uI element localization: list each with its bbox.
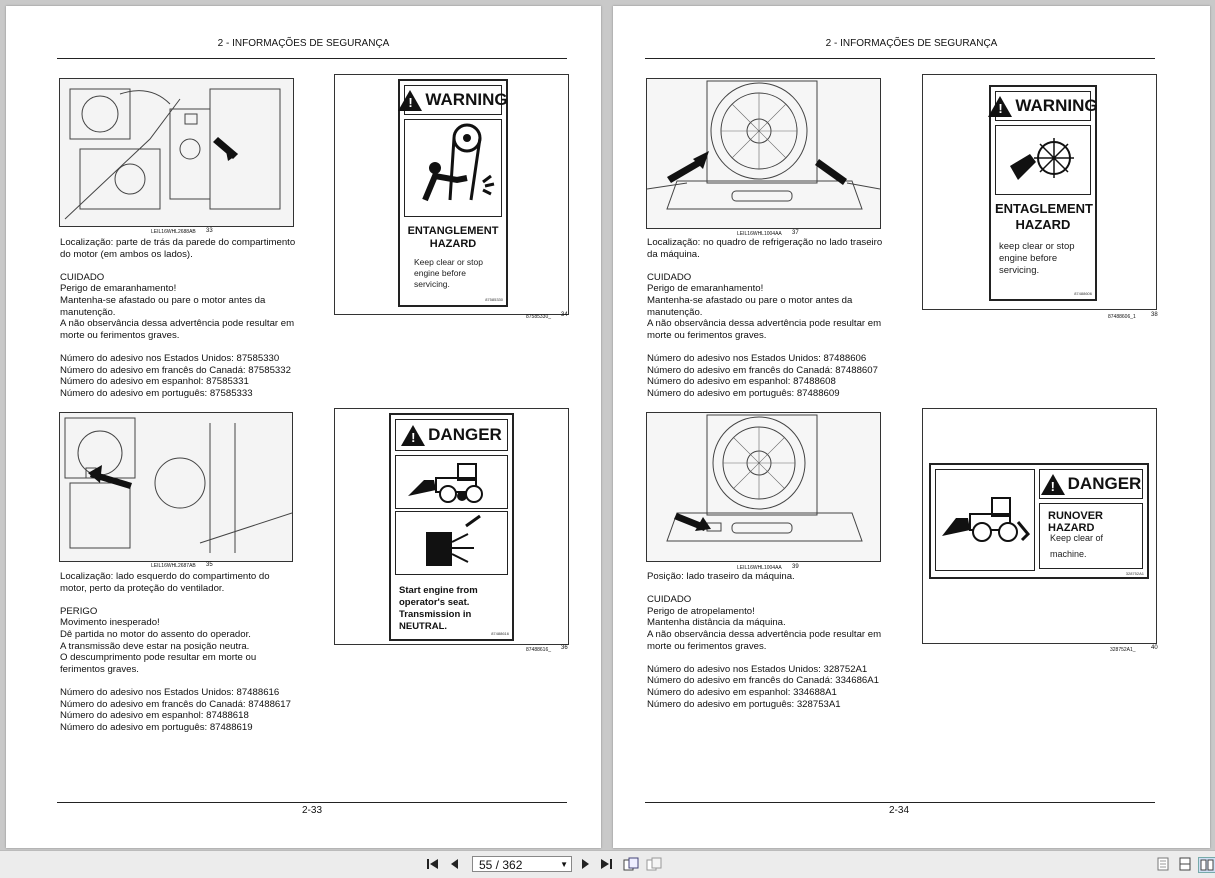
text-line: Número do adesivo em português: 87488619: [60, 721, 253, 733]
fan-hand-pictogram-icon: [995, 125, 1091, 195]
photo-code: LEIL16WHL1004AA: [737, 231, 782, 237]
decal-stamp: 87488616: [491, 631, 509, 636]
document-page-left: [6, 6, 601, 848]
last-page-icon[interactable]: [599, 857, 613, 871]
decal-frame: [334, 74, 569, 315]
section-text: [60, 571, 330, 733]
decal-message: Start engine from operator's seat. Transmission in NEUTRAL.: [399, 585, 478, 632]
hazard-title: RUNOVER HAZARD: [1048, 510, 1104, 534]
section-text: [647, 237, 917, 399]
text-line: Localização: parte de trás da parede do compartimento: [60, 237, 296, 248]
danger-decal: [929, 463, 1149, 579]
text-line: Número do adesivo nos Estados Unidos: 87585330: [60, 352, 280, 364]
decal-message: Keep clear of machine.: [1050, 533, 1104, 559]
text-line: manutenção.: [647, 306, 703, 318]
text-line: Número do adesivo em português: 328753A1: [647, 698, 841, 710]
text-line: da máquina.: [647, 248, 700, 260]
warning-triangle-icon: !: [398, 90, 422, 111]
figure-number: 40: [1151, 645, 1158, 651]
text-line: motor, perto da proteção do ventilador.: [60, 582, 225, 594]
decal-code: 87488616_: [526, 647, 552, 653]
decal-frame: [922, 74, 1157, 310]
text-line: Número do adesivo em francês do Canadá: 87488617: [60, 698, 291, 710]
figure-number: 37: [792, 230, 799, 236]
text-line: morte ou ferimentos graves.: [60, 329, 180, 341]
text-line: O descumprimento pode resultar em morte ou: [60, 652, 257, 664]
text-line: morte ou ferimentos graves.: [647, 329, 767, 341]
paragraph-gap: [60, 341, 330, 353]
photo-code: LEIL16WHL2688AB: [151, 229, 196, 235]
paragraph-gap: [647, 341, 917, 353]
decal-message: keep clear or stop engine before servicing.: [999, 241, 1075, 276]
text-line: A transmissão deve estar na posição neutra.: [60, 640, 250, 652]
text-line: Número do adesivo em francês do Canadá: 87585332: [60, 364, 291, 376]
text-line: Número do adesivo em francês do Canadá: 87488607: [647, 364, 878, 376]
decal-stamp: 87488606: [1074, 291, 1092, 296]
text-line: CUIDADO: [647, 271, 692, 283]
photo-code: LEIL16WHL2687AB: [151, 563, 196, 569]
text-line: Mantenha-se afastado ou pare o motor antes da: [647, 294, 853, 306]
decal-stamp: 328752A1: [1125, 571, 1144, 576]
text-line: Mantenha-se afastado ou pare o motor antes da: [60, 294, 266, 306]
paragraph-gap: [647, 652, 917, 664]
decal-message: Keep clear or stop engine before servicing.: [414, 257, 483, 289]
fit-icon[interactable]: [646, 857, 662, 871]
photo-code: LEIL16WHL1004AA: [737, 565, 782, 571]
text-line: Perigo de emaranhamento!: [60, 283, 177, 295]
runover-pictogram-icon: [935, 469, 1035, 571]
paragraph-gap: [647, 583, 917, 595]
text-line: CUIDADO: [647, 594, 692, 606]
text-line: Mantenha distância da máquina.: [647, 617, 786, 629]
chevron-down-icon: ▼: [560, 860, 568, 869]
decal-code: 328752A1_: [1110, 647, 1136, 653]
entanglement-pictogram-icon: [404, 119, 502, 217]
page-number: 2-33: [302, 805, 323, 816]
text-line: A não observância dessa advertência pode resultar em: [647, 318, 882, 330]
single-page-view-icon[interactable]: [1156, 857, 1170, 871]
rotate-icon[interactable]: [623, 857, 639, 871]
figure-number: 33: [206, 228, 213, 234]
figure-number: 39: [792, 564, 799, 570]
text-line: manutenção.: [60, 306, 116, 318]
ignition-pictogram-icon: [395, 511, 508, 575]
footer-rule: [645, 802, 1155, 803]
signal-header: ! DANGER: [1039, 469, 1143, 499]
continuous-view-icon[interactable]: [1178, 857, 1192, 871]
paragraph-gap: [647, 260, 917, 272]
text-line: A não observância dessa advertência pode resultar em: [647, 628, 882, 640]
warning-decal: [989, 85, 1097, 301]
page-number-select[interactable]: 55 / 362 ▼: [472, 856, 572, 872]
warning-triangle-icon: !: [401, 425, 425, 446]
first-page-icon[interactable]: [426, 857, 440, 871]
text-line: Número do adesivo em espanhol: 87488618: [60, 710, 249, 722]
text-line: Número do adesivo nos Estados Unidos: 87488616: [60, 686, 280, 698]
text-line: Número do adesivo em português: 87585333: [60, 387, 253, 399]
figure-number: 34: [561, 312, 568, 318]
decal-frame: [922, 408, 1157, 644]
text-line: Número do adesivo em espanhol: 87488608: [647, 376, 836, 388]
decal-frame: [334, 408, 569, 645]
section-text: [647, 571, 917, 710]
text-line: Dê partida no motor do assento do operador.: [60, 628, 251, 640]
text-line: Localização: lado esquerdo do compartimento do: [60, 571, 270, 582]
decal-code: 87585330_: [526, 314, 552, 320]
header-rule: [57, 58, 567, 59]
text-line: Número do adesivo em espanhol: 87585331: [60, 376, 249, 388]
section-text: [60, 237, 330, 399]
engine-photo: [59, 412, 293, 562]
header-rule: [645, 58, 1155, 59]
decal-code: 87488606_1: [1108, 314, 1136, 320]
warning-triangle-icon: !: [1041, 474, 1065, 495]
text-line: Localização: no quadro de refrigeração no lado traseiro: [647, 237, 883, 248]
text-line: Número do adesivo nos Estados Unidos: 87488606: [647, 352, 867, 364]
loader-pictogram-icon: [395, 455, 508, 509]
text-line: Número do adesivo em português: 87488609: [647, 387, 840, 399]
text-line: A não observância dessa advertência pode resultar em: [60, 318, 295, 330]
page-header: 2 - INFORMAÇÕES DE SEGURANÇA: [825, 38, 998, 49]
document-page-right: [613, 6, 1210, 848]
paragraph-gap: [60, 675, 330, 687]
text-line: PERIGO: [60, 605, 98, 617]
page-header: 2 - INFORMAÇÕES DE SEGURANÇA: [217, 38, 390, 49]
warning-triangle-icon: !: [988, 96, 1012, 117]
cooling-fan-photo: [646, 412, 881, 562]
text-line: morte ou ferimentos graves.: [647, 640, 767, 652]
text-line: CUIDADO: [60, 271, 105, 283]
facing-view-icon[interactable]: [1198, 857, 1215, 873]
paragraph-gap: [60, 260, 330, 272]
viewer-toolbar: [0, 850, 1215, 878]
figure-number: 35: [206, 562, 213, 568]
figure-number: 38: [1151, 312, 1158, 318]
hazard-title: ENTAGLEMENT HAZARD: [995, 201, 1093, 232]
text-line: Número do adesivo em francês do Canadá: 334686A1: [647, 675, 879, 687]
signal-header: ! DANGER: [395, 419, 508, 451]
decal-stamp: 87585330: [485, 297, 503, 302]
signal-header: ! WARNING: [995, 91, 1091, 121]
warning-decal: [398, 79, 508, 307]
footer-rule: [57, 802, 567, 803]
figure-number: 36: [561, 645, 568, 651]
text-line: Perigo de atropelamento!: [647, 605, 755, 617]
text-line: Posição: lado traseiro da máquina.: [647, 571, 795, 582]
engine-photo: [59, 78, 294, 227]
text-line: Número do adesivo em espanhol: 334688A1: [647, 686, 837, 698]
text-line: do motor (em ambos os lados).: [60, 248, 193, 260]
text-line: Movimento inesperado!: [60, 617, 160, 629]
signal-header: ! WARNING: [404, 85, 502, 115]
text-line: Perigo de emaranhamento!: [647, 283, 764, 295]
paragraph-gap: [60, 594, 330, 606]
hazard-title: ENTANGLEMENT HAZARD: [407, 225, 499, 250]
text-line: Número do adesivo nos Estados Unidos: 328752A1: [647, 663, 868, 675]
cooling-fan-photo: [646, 78, 881, 229]
prev-page-icon[interactable]: [448, 857, 462, 871]
text-line: ferimentos graves.: [60, 663, 139, 675]
runover-text-panel: [1039, 503, 1143, 569]
danger-decal: [389, 413, 514, 641]
page-number: 2-34: [889, 805, 910, 816]
next-page-icon[interactable]: [578, 857, 592, 871]
